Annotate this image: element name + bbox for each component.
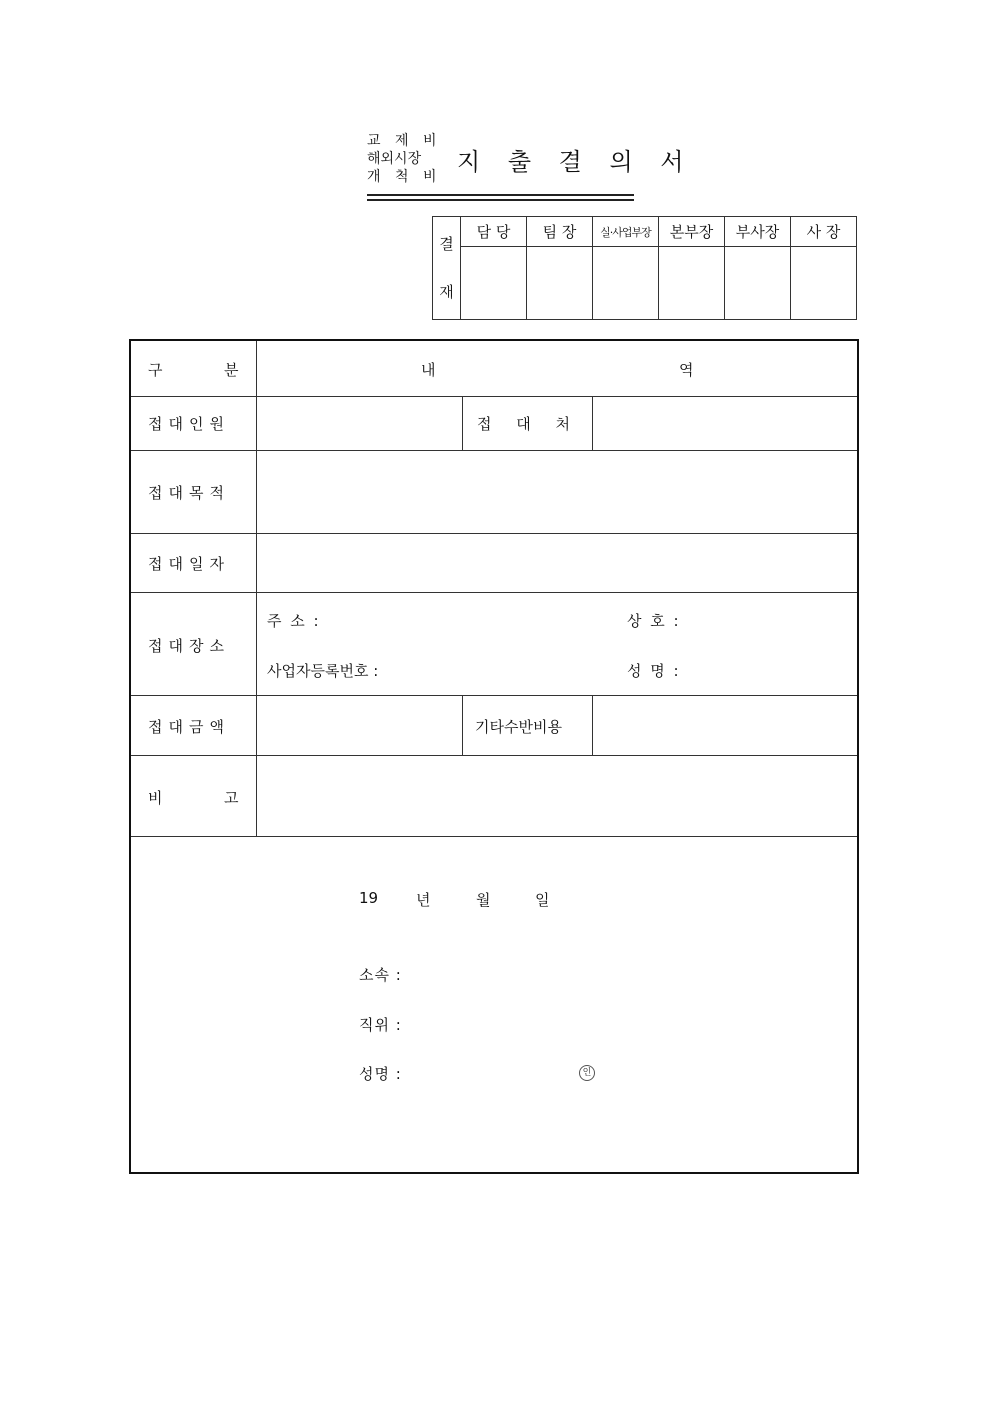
title-subtitle (367, 132, 441, 186)
position-label: 직위 : (359, 1016, 402, 1034)
purpose-label: 접대목적 (148, 484, 230, 502)
remarks-input[interactable] (257, 756, 857, 835)
approval-table (432, 216, 857, 320)
title-sub-line-1: 교 제 비 (367, 133, 442, 149)
owner-name-label: 성 명 : (627, 662, 681, 680)
attendees-label: 접대인원 (148, 415, 230, 433)
address-label: 주 소 : (267, 612, 321, 630)
business-name-label: 상 호 : (627, 612, 681, 630)
footer-month-unit: 월 (476, 891, 491, 909)
approval-header-team-leader: 팀 장 (527, 217, 593, 247)
other-cost-label: 기타수반비용 (475, 718, 562, 736)
signature-cell-team-leader[interactable] (527, 247, 593, 320)
seal-mark-icon: 인 (579, 1065, 595, 1081)
signature-cell-president[interactable] (791, 247, 857, 320)
row-divider (131, 592, 857, 593)
remarks-label-go: 고 (224, 789, 239, 807)
approval-header-headquarters-head: 본부장 (659, 217, 725, 247)
affiliation-label: 소속 : (359, 966, 402, 984)
remarks-label-bi: 비 (148, 789, 163, 807)
title-sub-line-2: 해외시장 (367, 151, 422, 167)
purpose-input[interactable] (257, 451, 857, 532)
approval-header-vice-president: 부사장 (725, 217, 791, 247)
header-content-right: 역 (679, 361, 694, 379)
cell-divider (462, 695, 463, 755)
date-label: 접대일자 (148, 555, 230, 573)
client-label: 접 대 처 (477, 415, 581, 433)
other-cost-input[interactable] (593, 696, 857, 754)
signature-cell-division-head[interactable] (593, 247, 659, 320)
footer-day-unit: 일 (535, 891, 550, 909)
attendees-input[interactable] (257, 397, 461, 449)
footer-year: 19 (359, 889, 379, 907)
footer-year-unit: 년 (416, 891, 431, 909)
signature-cell-vice-president[interactable] (725, 247, 791, 320)
place-label: 접대장소 (148, 637, 230, 655)
page-title: 지 출 결 의 서 (457, 148, 694, 176)
registration-number-label: 사업자등록번호 : (267, 662, 379, 680)
cell-divider (462, 396, 463, 450)
approval-side-bottom: 재 (439, 283, 454, 301)
applicant-name-label: 성명 : (359, 1065, 402, 1083)
signature-cell-manager[interactable] (461, 247, 527, 320)
approval-side-top: 결 (439, 235, 454, 253)
header-label-gu: 구 (148, 361, 163, 379)
title-sub-line-3: 개 척 비 (367, 169, 442, 185)
title-block (367, 130, 694, 204)
client-input[interactable] (593, 397, 857, 449)
expense-form (129, 339, 859, 1174)
date-input[interactable] (257, 534, 857, 591)
approval-header-division-head: 실·사업부장 (593, 217, 659, 247)
amount-label: 접대금액 (148, 718, 230, 736)
signature-cell-headquarters-head[interactable] (659, 247, 725, 320)
approval-header-manager: 담 당 (461, 217, 527, 247)
header-content-left: 내 (421, 361, 436, 379)
title-underline (367, 194, 634, 196)
approval-header-president: 사 장 (791, 217, 857, 247)
row-divider (131, 836, 857, 837)
approval-side-label (433, 217, 461, 320)
header-label-bun: 분 (224, 361, 239, 379)
amount-input[interactable] (257, 696, 461, 754)
